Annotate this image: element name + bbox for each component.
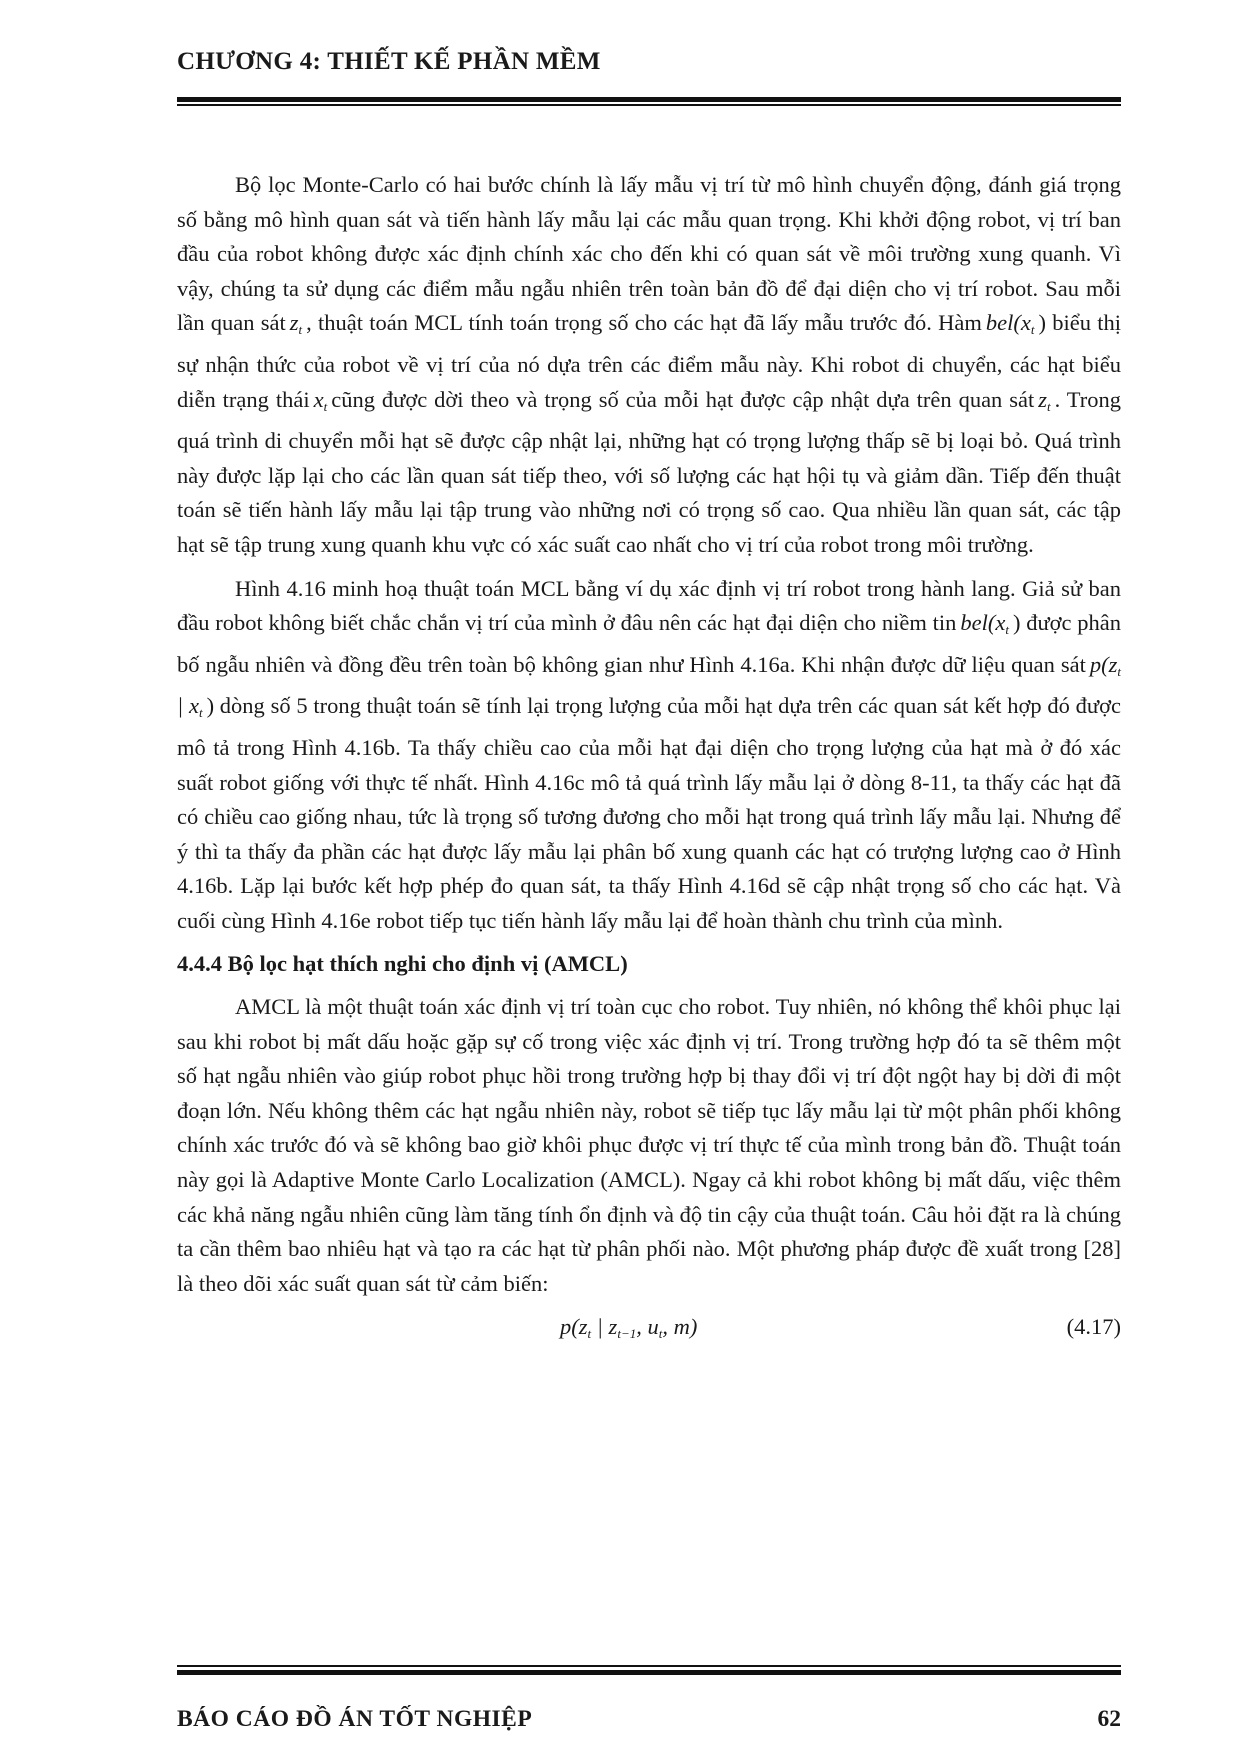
math-bel-x-t: $bel(x_t$	[985, 310, 1035, 338]
text-run: , thuật toán MCL tính toán trọng số cho các hạt đã lấy mẫu trước đó. Hàm	[306, 310, 982, 336]
paragraph-mcl-steps	[177, 168, 1121, 563]
equation-4-17	[177, 1310, 1121, 1350]
footer-label: BÁO CÁO ĐỒ ÁN TỐT NGHIỆP	[177, 1706, 533, 1732]
text-run: ) dòng số 5 trong thuật toán sẽ tính lại trọng lượng của mỗi hạt dựa trên các quan sát kết hợp đó được mô tả trong Hình 4.16b. Ta thấy chiều cao của mỗi hạt đại diện cho trọng lượng của hạt mà ở đó xác suất robot giống với thực tế nhất. Hình 4.16c mô tả quá trình lấy mẫu lại ở dòng 8-11, ta thấy các hạt đã có chiều cao giống nhau, tức là trọng số tương đương cho mỗi hạt trong quá trình lấy mẫu lại. Nhưng để ý thì ta thấy đa phần các hạt được lấy mẫu lại phân bố xung quanh các hạt có trượng lượng cao ở Hình 4.16b. Lặp lại bước kết hợp phép đo quan sát, ta thấy Hình 4.16d sẽ cập nhật trọng số cho các hạt. Và cuối cùng Hình 4.16e robot tiếp tục tiến hành lấy mẫu lại để hoàn thành chu trình của mình.	[177, 693, 1122, 933]
footer-rule-bottom	[177, 1670, 1121, 1675]
paragraph-figure-4-16	[177, 572, 1121, 939]
header-rule-bottom	[177, 104, 1121, 106]
text-run: Hình 4.16 minh hoạ thuật toán MCL bằng ví dụ xác định vị trí robot trong hành lang. Giả sử ban đầu robot không biết chắc chắn vị trí của mình ở đâu nên các hạt đại diện cho niềm tin	[177, 575, 1121, 636]
chapter-header: CHƯƠNG 4: THIẾT KẾ PHẦN MỀM	[177, 48, 601, 75]
math-z-t: $z_t$	[1038, 386, 1051, 414]
math-x-t: $x_t$	[313, 386, 328, 414]
page-body	[177, 168, 1121, 1350]
equation-expression: $p(z_t$ | $z_{t-1}$, $u_t$, m)	[560, 1314, 698, 1342]
header-rule-top	[177, 97, 1121, 102]
math-p-z-given-x: $p(z_t$ | $x_t$	[177, 651, 1121, 721]
footer-rule-top	[177, 1665, 1121, 1667]
text-run: cũng được dời theo và trọng số của mỗi hạt được cập nhật dựa trên quan sát	[331, 386, 1035, 412]
page-number: 62	[1097, 1706, 1121, 1732]
paragraph-amcl: AMCL là một thuật toán xác định vị trí toàn cục cho robot. Tuy nhiên, nó không thể khôi phục lại sau khi robot bị mất dấu hoặc gặp sự cố trong việc xác định vị trí. Trong trường hợp đó ta sẽ thêm một số hạt ngẫu nhiên vào giúp robot phục hồi trong trường hợp bị thay đổi vị trí đột ngột hay bị dời đi một đoạn lớn. Nếu không thêm các hạt ngẫu nhiên này, robot sẽ tiếp tục lấy mẫu lại từ một phân phối không chính xác trước đó và sẽ không bao giờ khôi phục được vị trí thực tế của mình trong bản đồ. Thuật toán này gọi là Adaptive Monte Carlo Localization (AMCL). Ngay cả khi robot không bị mất dấu, việc thêm các khả năng ngẫu nhiên cũng làm tăng tính ổn định và độ tin cậy của thuật toán. Câu hỏi đặt ra là chúng ta cần thêm bao nhiêu hạt và tạo ra các hạt từ phân phối nào. Một phương pháp được đề xuất trong [28] là theo dõi xác suất quan sát từ cảm biến:	[177, 994, 1121, 1296]
text-run: . Trong quá trình di chuyển mỗi hạt sẽ được cập nhật lại, những hạt có trọng lượng thấp sẽ bị loại bỏ. Quá trình này được lặp lại cho các lần quan sát tiếp theo, với số lượng các hạt hội tụ và giảm dần. Tiếp đến thuật toán sẽ tiến hành lấy mẫu lại tập trung vào những nơi có trọng số cao. Qua nhiều lần quan sát, các tập hạt sẽ tập trung xung quanh khu vực có xác suất cao nhất cho vị trí của robot trong môi trường.	[177, 386, 1121, 557]
text-run: Bộ lọc Monte-Carlo có hai bước chính là lấy mẫu vị trí từ mô hình chuyển động, đánh giá trọng số bằng mô hình quan sát và tiến hành lấy mẫu lại các mẫu quan trọng. Khi khởi động robot, vị trí ban đầu của robot không được xác định chính xác cho đến khi có quan sát về môi trường xung quanh. Vì vậy, chúng ta sử dụng các điểm mẫu ngẫu nhiên trên toàn bản đồ để đại diện cho vị trí robot. Sau mỗi lần quan sát	[177, 172, 1121, 336]
math-bel-x-t: $bel(x_t$	[960, 610, 1009, 638]
math-z-t: $z_t$	[289, 310, 303, 338]
text-run: ) biểu thị sự nhận thức của robot về vị trí của nó dựa trên các điểm mẫu này. Khi robot di chuyển, các hạt biểu diễn trạng thái	[177, 310, 1122, 412]
equation-number: (4.17)	[1066, 1314, 1121, 1340]
section-heading-4-4-4: 4.4.4 Bộ lọc hạt thích nghi cho định vị (AMCL)	[177, 951, 628, 977]
text-run: ) được phân bố ngẫu nhiên và đồng đều trên toàn bộ không gian như Hình 4.16a. Khi nhận được dữ liệu quan sát	[177, 610, 1121, 677]
